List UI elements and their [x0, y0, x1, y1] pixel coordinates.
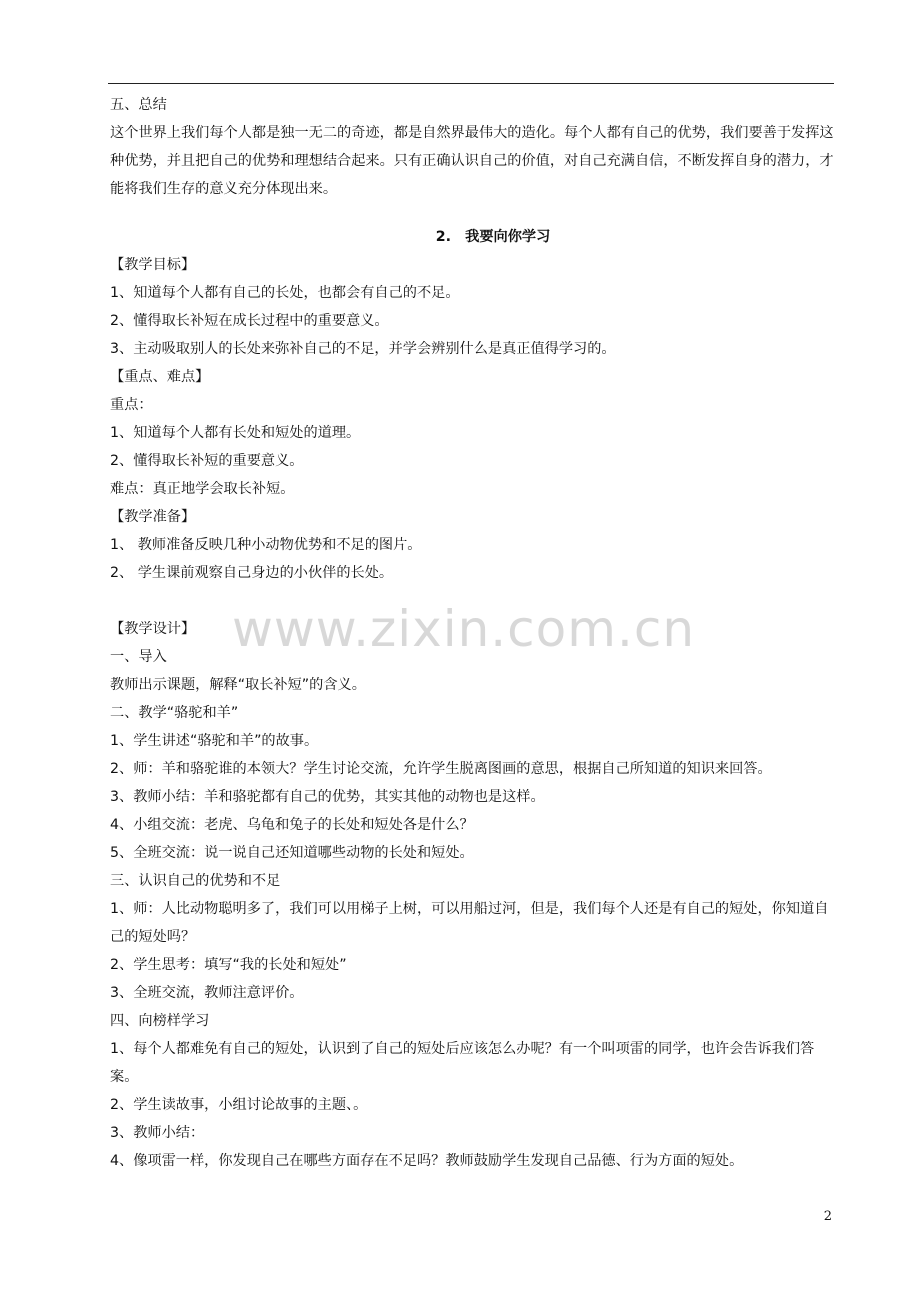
objective-item: 1、知道每个人都有自己的长处，也都会有自己的不足。: [110, 285, 460, 301]
design-line: 二、教学“骆驼和羊”: [110, 705, 239, 721]
objective-item: 2、懂得取长补短在成长过程中的重要意义。: [110, 313, 389, 329]
design-line: 3、教师小结：: [110, 1125, 205, 1141]
design-line: 4、像项雷一样，你发现自己在哪些方面存在不足吗？教师鼓励学生发现自己品德、行为方面的短处。: [110, 1153, 744, 1169]
design-line: 一、导入: [110, 649, 167, 665]
design-line: 教师出示课题，解释“取长补短”的含义。: [110, 677, 366, 693]
header-rule: [108, 83, 834, 84]
keypoint-item: 2、懂得取长补短的重要意义。: [110, 453, 304, 469]
keypoints-heading: 【重点、难点】: [110, 369, 210, 385]
keypoint-item: 1、知道每个人都有长处和短处的道理。: [110, 425, 361, 441]
prep-heading: 【教学准备】: [110, 509, 196, 525]
design-line: 三、认识自己的优势和不足: [110, 873, 281, 889]
design-line: 3、全班交流，教师注意评价。: [110, 985, 304, 1001]
design-line: 3、教师小结：羊和骆驼都有自己的优势，其实其他的动物也是这样。: [110, 789, 545, 805]
lesson-title: 2. 我要向你学习: [435, 229, 551, 245]
difficulty-line: 难点：真正地学会取长补短。: [110, 481, 295, 497]
design-line: 2、学生思考：填写“我的长处和短处”: [110, 957, 347, 973]
objectives-heading: 【教学目标】: [110, 257, 196, 273]
design-line: 5、全班交流：说一说自己还知道哪些动物的长处和短处。: [110, 845, 474, 861]
watermark: www.zixin.com.cn: [232, 600, 696, 658]
spacer: [110, 203, 836, 217]
prep-item: 2、 学生课前观察自己身边的小伙伴的长处。: [110, 565, 394, 581]
design-line: 1、学生讲述“骆驼和羊”的故事。: [110, 733, 319, 749]
prep-item: 1、 教师准备反映几种小动物优势和不足的图片。: [110, 537, 422, 553]
design-line: 1、师：人比动物聪明多了，我们可以用梯子上树，可以用船过河，但是，我们每个人还是有自己的短处，你知道自己的短处吗？: [110, 901, 829, 945]
objective-item: 3、主动吸取别人的长处来弥补自己的不足，并学会辨别什么是真正值得学习的。: [110, 341, 616, 357]
design-heading: 【教学设计】: [110, 621, 196, 637]
design-line: 四、向榜样学习: [110, 1013, 210, 1029]
design-line: 2、学生读故事，小组讨论故事的主题、。: [110, 1097, 368, 1113]
summary-paragraph: 这个世界上我们每个人都是独一无二的奇迹，都是自然界最伟大的造化。每个人都有自己的优势，我们要善于发挥这种优势，并且把自己的优势和理想结合起来。只有正确认识自己的价值，对自己充满自信，不断发挥自身的潜力，才能将我们生存的意义充分体现出来。: [110, 125, 834, 197]
section-heading: 五、总结: [110, 97, 167, 113]
design-line: 4、小组交流：老虎、乌龟和兔子的长处和短处各是什么？: [110, 817, 474, 833]
design-line: 1、每个人都难免有自己的短处，认识到了自己的短处后应该怎么办呢？有一个叫项雷的同学，也许会告诉我们答案。: [110, 1041, 815, 1085]
page-number: 2: [823, 1209, 832, 1224]
design-line: 2、师：羊和骆驼谁的本领大？学生讨论交流，允许学生脱离图画的意思，根据自己所知道的知识来回答。: [110, 761, 772, 777]
keypoints-label: 重点：: [110, 397, 153, 413]
